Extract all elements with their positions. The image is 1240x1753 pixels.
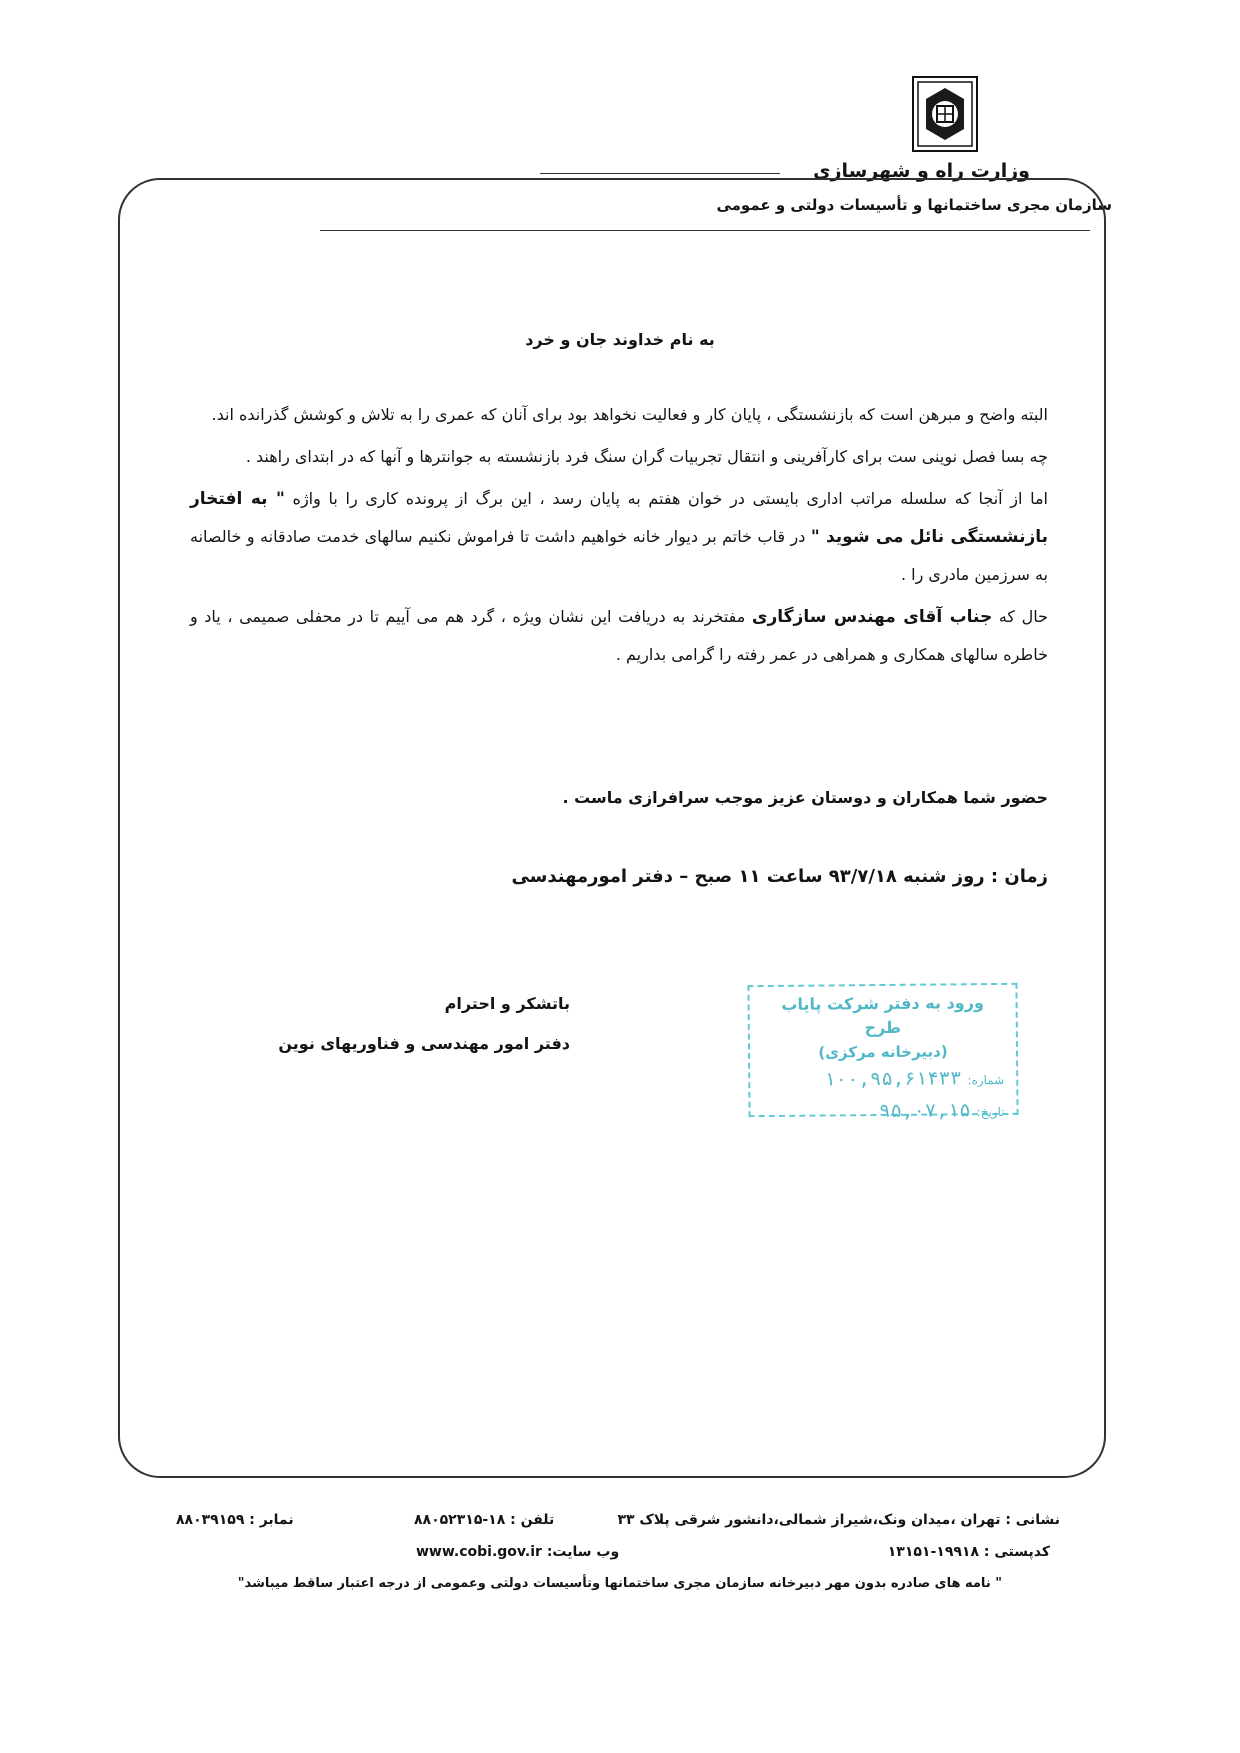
- ministry-logo: [912, 76, 978, 152]
- stamp-date: [762, 1095, 1004, 1129]
- closing: باتشکر و احترام: [444, 994, 570, 1013]
- paragraph-text: مفتخرند به دریافت این نشان ویژه ، گرد هم می آییم تا در محفلی صمیمی ، یاد و خاطره سالهای همکاری و همراهی در عمر رفته را گرامی بداریم .: [190, 607, 1048, 664]
- footer-postal-code: کدپستی : ۱۹۹۱۸-۱۳۱۵۱: [887, 1544, 1050, 1560]
- stamp-title: ورود به دفتر شرکت پایاب طرح: [781, 993, 984, 1038]
- honoree-name: جناب آقای مهندس سازگاری: [751, 607, 993, 627]
- paragraph: البته واضح و مبرهن است که بازنشستگی ، پایان کار و فعالیت نخواهد بود برای آنان که عمری را به تلاش و کوشش گذرانده اند.: [211, 405, 1048, 424]
- stamp-number-label: شماره:: [967, 1072, 1005, 1088]
- paragraph-text: اما از آنجا که سلسله مراتب اداری بایستی در خوان هفتم به پایان رسد ، این برگ از پرونده کاری را با واژه: [284, 489, 1049, 508]
- organization-name: سازمان مجری ساختمانها و تأسیسات دولتی و عمومی: [716, 196, 1112, 214]
- website-label: وب سایت:: [546, 1544, 620, 1560]
- signature-block: [240, 984, 570, 1064]
- letter-frame: [118, 178, 1106, 1478]
- event-time: زمان : روز شنبه ۹۳/۷/۱۸ ساعت ۱۱ صبح – دفتر امورمهندسی: [511, 866, 1048, 887]
- registration-stamp: [747, 983, 1018, 1123]
- signing-office: دفتر امور مهندسی و فناوریهای نوین: [278, 1034, 570, 1053]
- stamp-date-value: ۹۵,۰۷,۱۵: [878, 1099, 971, 1123]
- basmala: به نام خداوند جان و خرد: [525, 330, 715, 349]
- header-rule: [320, 230, 1090, 231]
- footer-notice: " نامه های صادره بدون مهر دبیرخانه سازمان مجری ساختمانها وتأسیسات دولتی وعمومی از درجه اعتبار ساقط میباشد": [237, 1576, 1002, 1591]
- ministry-name: وزارت راه و شهرسازی: [813, 160, 1030, 182]
- paragraph: چه بسا فصل نوینی ست برای کارآفرینی و انتقال تجربیات گران سنگ فرد بازنشسته به جوانترها و آنها که در ابتدای راهند .: [245, 447, 1048, 466]
- paragraph: [190, 480, 1048, 594]
- footer-address: نشانی : تهران ،میدان ونک،شیراز شمالی،دانشور شرقی پلاک ۳۳: [617, 1512, 1060, 1528]
- stamp-number-value: ۱۰۰,۹۵,۶۱۴۳۳: [824, 1067, 962, 1091]
- website-url: www.cobi.gov.ir: [416, 1544, 542, 1560]
- footer-fax: نمابر : ۸۸۰۳۹۱۵۹: [176, 1512, 294, 1528]
- stamp-subtitle: (دبیرخانه مرکزی): [818, 1042, 948, 1062]
- paragraph: [190, 598, 1048, 674]
- letter-body: [190, 396, 1048, 678]
- footer-phone: تلفن : ۱۸-۸۸۰۵۲۳۱۵: [414, 1512, 555, 1528]
- invitation-line: حضور شما همکاران و دوستان عزیز موجب سرافرازی ماست .: [562, 788, 1048, 807]
- paragraph-text: حال که: [992, 607, 1049, 626]
- footer-website: [416, 1544, 619, 1560]
- stamp-date-label: تاریخ:: [976, 1104, 1005, 1120]
- stamp-number: [762, 1063, 1004, 1097]
- paragraph-text: در قاب خاتم بر دیوار خانه خواهیم داشت تا فراموش نکنیم سالهای خدمت صادقانه و خالصانه به سرزمین مادری را .: [190, 527, 1048, 584]
- retirement-phrase: " به افتخار بازنشستگی نائل می شوید ": [190, 489, 1049, 547]
- header-rule: [540, 173, 780, 174]
